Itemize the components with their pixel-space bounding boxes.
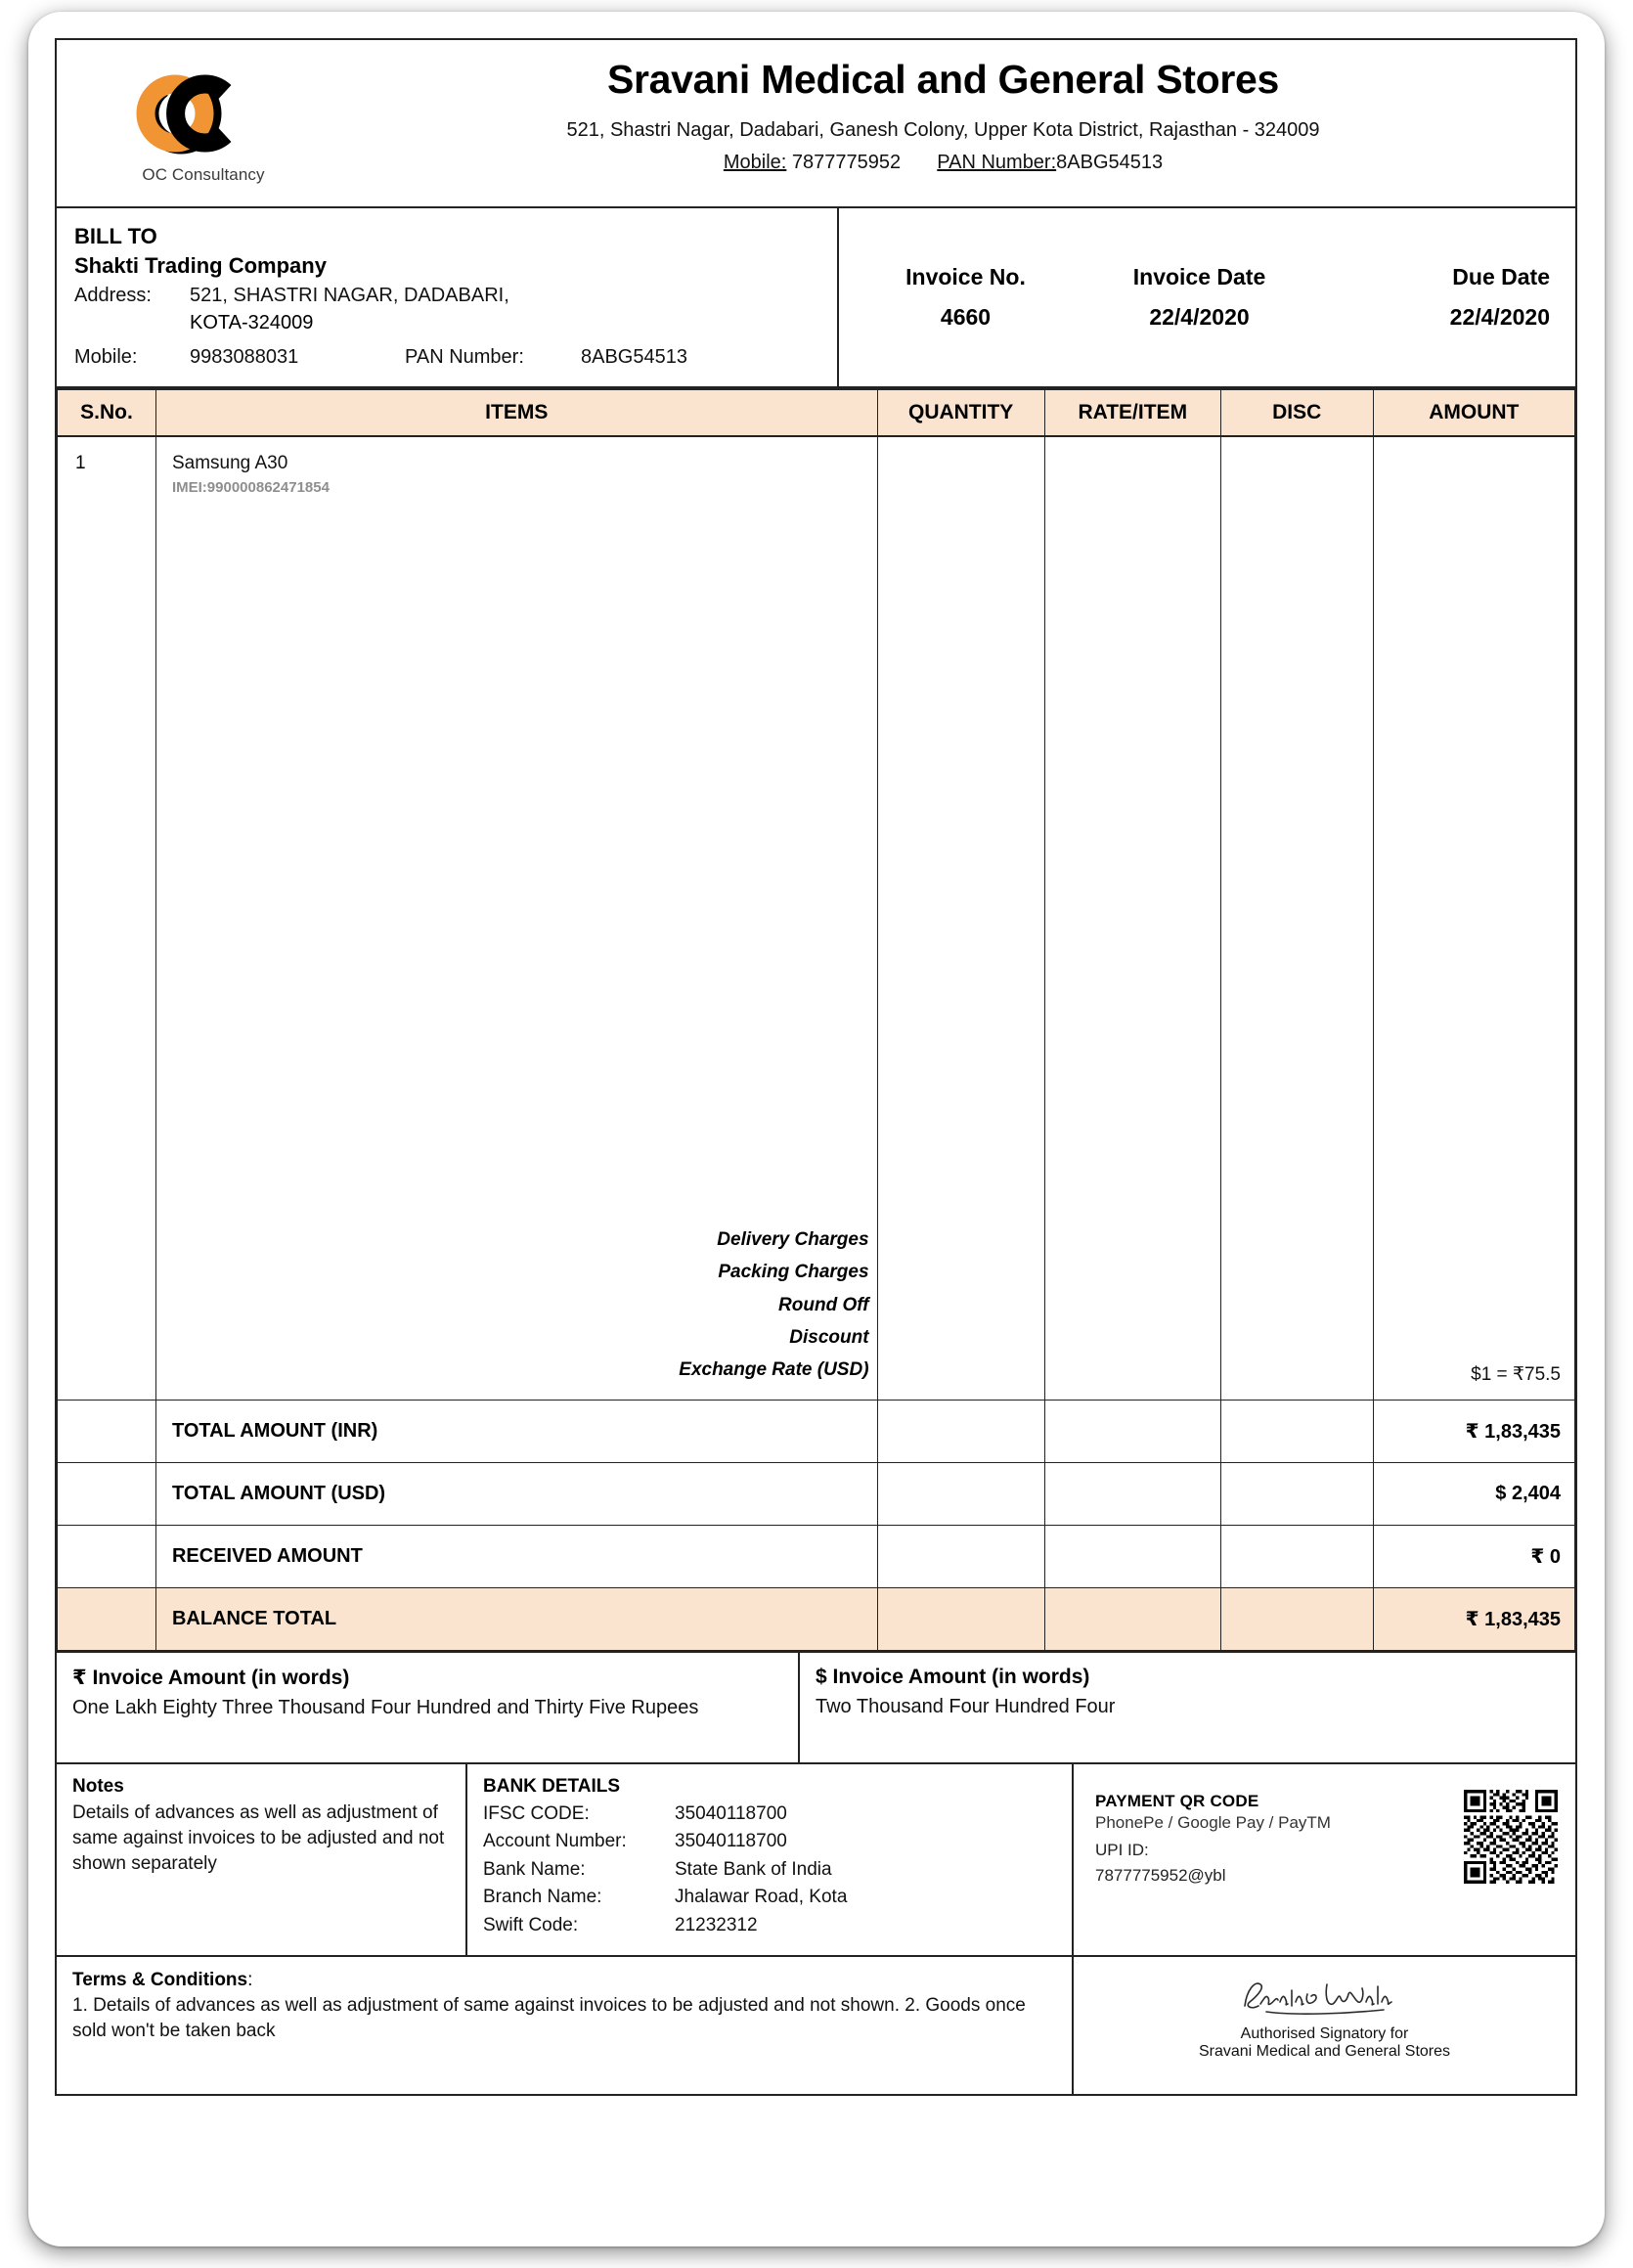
due-date-label: Due Date [1452,264,1550,290]
inr-words-value: One Lakh Eighty Three Thousand Four Hundred and Thirty Five Rupees [72,1696,699,1718]
row-quantity [877,436,1044,1400]
invoice-number-value: 4660 [940,304,992,331]
bank-name-label: Bank Name: [483,1858,586,1880]
total-inr-label: TOTAL AMOUNT (INR) [155,1400,877,1462]
notes-body: Details of advances as well as adjustment of same against invoices to be adjusted and not shown separately [72,1801,445,1875]
notes-block [57,1764,467,1956]
bill-to-customer-name: Shakti Trading Company [74,253,327,278]
inr-words-block [57,1653,800,1762]
handwritten-signature-icon [1237,1973,1413,2023]
col-header-items: ITEMS [155,389,877,436]
business-name: Sravani Medical and General Stores [606,57,1280,102]
invoice-number-group [849,264,1082,331]
upi-id-label: UPI ID: [1095,1840,1149,1859]
oc-consultancy-logo-icon [130,67,277,160]
bank-ifsc-value: 35040118700 [675,1802,787,1824]
business-contact-line [350,152,1536,174]
col-header-rate: RATE/ITEM [1044,389,1220,436]
business-address: 521, Shastri Nagar, Dadabari, Ganesh Colony, Upper Kota District, Rajasthan - 324009 [566,119,1320,142]
balance-rate [1044,1587,1220,1650]
line-items-table [57,388,1575,1651]
invoice-document [55,38,1577,2096]
bank-swift-label: Swift Code: [483,1914,579,1935]
payment-qr-text [1095,1776,1331,1886]
notes-title: Notes [72,1775,124,1797]
bank-swift-value: 21232312 [675,1914,758,1935]
total-usd-spacer [58,1462,156,1525]
row-item-cell [155,436,877,1400]
business-pan-value: 8ABG54513 [1056,152,1164,174]
packing-charges-label: Packing Charges [718,1262,869,1283]
total-usd-label: TOTAL AMOUNT (USD) [155,1462,877,1525]
invoice-header [57,40,1575,208]
discount-label: Discount [789,1326,869,1348]
bank-branch-value: Jhalawar Road, Kota [675,1887,848,1908]
exchange-rate-label: Exchange Rate (USD) [679,1358,869,1380]
company-logo-block [57,40,350,206]
received-amount-row [58,1525,1575,1587]
bank-row-branch [483,1884,1056,1912]
upi-id-value: 7877775952@ybl [1095,1865,1226,1885]
billto-meta-band [57,208,1575,388]
total-usd-qty [877,1462,1044,1525]
company-identity-block [350,40,1575,206]
notes-bank-qr-band [57,1764,1575,1958]
row-item-name: Samsung A30 [171,453,288,474]
bill-to-mobile-label: Mobile: [74,345,138,368]
delivery-charges-label: Delivery Charges [717,1229,869,1251]
usd-words-value: Two Thousand Four Hundred Four [816,1695,1116,1717]
total-inr-spacer [58,1400,156,1462]
bill-to-block [57,208,839,386]
bank-details-block [467,1764,1074,1956]
round-off-label: Round Off [778,1294,869,1315]
logo-caption: OC Consultancy [142,164,265,184]
signature-authorised-line: Authorised Signatory for [1240,2025,1409,2043]
col-header-sno: S.No. [58,389,156,436]
received-spacer [58,1525,156,1587]
received-qty [877,1525,1044,1587]
bank-account-label: Account Number: [483,1831,627,1852]
usd-words-title: $ Invoice Amount (in words) [816,1665,1090,1688]
balance-qty [877,1587,1044,1650]
balance-disc [1220,1587,1373,1650]
received-amount-label: RECEIVED AMOUNT [155,1525,877,1587]
received-amount-value: ₹ 0 [1373,1525,1574,1587]
terms-body: 1. Details of advances as well as adjustment of same against invoices to be adjusted and not shown. 2. Goods once sold won't be taken back [72,1995,1026,2042]
payment-qr-title: PAYMENT QR CODE [1095,1791,1259,1810]
row-item-imei: IMEI:990000862471854 [171,479,330,497]
total-row-usd [58,1462,1575,1525]
bill-to-address-line2: KOTA-324009 [190,312,314,334]
col-header-disc: DISC [1220,389,1373,436]
total-inr-value: ₹ 1,83,435 [1373,1400,1574,1462]
row-rate [1044,436,1220,1400]
total-usd-value: $ 2,404 [1373,1462,1574,1525]
received-rate [1044,1525,1220,1587]
inr-words-title: ₹ Invoice Amount (in words) [72,1666,350,1689]
total-row-inr [58,1400,1575,1462]
terms-block [57,1957,1074,2094]
bank-row-swift [483,1912,1056,1940]
terms-title: Terms & Conditions [72,1970,248,1991]
invoice-date-group [1082,264,1316,331]
signature-block [1074,1957,1575,2094]
bill-to-pan-label: PAN Number: [405,345,524,368]
invoice-page-card [28,12,1605,2246]
amount-in-words-band [57,1651,1575,1764]
bank-name-value: State Bank of India [675,1858,832,1880]
bank-account-value: 35040118700 [675,1831,787,1852]
exchange-rate-value: $1 = ₹75.5 [1471,1363,1561,1385]
bill-to-address-line1: 521, SHASTRI NAGAR, DADABARI, [190,285,509,306]
total-inr-qty [877,1400,1044,1462]
bill-to-mobile-value: 9983088031 [190,345,299,368]
items-header-row [58,389,1575,436]
usd-words-block [800,1653,1575,1762]
bank-row-ifsc [483,1801,1056,1829]
balance-total-row [58,1587,1575,1650]
col-header-quantity: QUANTITY [877,389,1044,436]
charges-label-stack [679,1223,868,1385]
bank-row-name [483,1856,1056,1885]
terms-title-suffix: : [247,1970,253,1991]
business-mobile-value: 7877775952 [791,152,902,174]
row-amount-cell [1373,436,1574,1400]
invoice-date-value: 22/4/2020 [1149,304,1250,331]
balance-total-value: ₹ 1,83,435 [1373,1587,1574,1650]
bank-ifsc-label: IFSC CODE: [483,1802,590,1824]
signature-company-line: Sravani Medical and General Stores [1198,2043,1451,2061]
row-disc [1220,436,1373,1400]
balance-total-label: BALANCE TOTAL [155,1587,877,1650]
bill-to-pan-value: 8ABG54513 [581,345,687,368]
due-date-value: 22/4/2020 [1449,304,1550,331]
bill-to-address-label: Address: [74,285,152,306]
total-inr-disc [1220,1400,1373,1462]
invoice-date-label: Invoice Date [1132,264,1266,290]
terms-signature-band [57,1957,1575,2094]
invoice-number-label: Invoice No. [905,264,1026,290]
bank-branch-label: Branch Name: [483,1887,602,1908]
business-mobile-label: Mobile: [723,152,787,174]
payment-qr-code-icon [1464,1790,1558,1884]
bank-details-title: BANK DETAILS [483,1775,621,1797]
total-inr-rate [1044,1400,1220,1462]
bill-to-address-row [74,282,837,309]
col-header-amount: AMOUNT [1373,389,1574,436]
table-row [58,436,1575,1400]
due-date-group [1316,264,1550,331]
total-usd-rate [1044,1462,1220,1525]
row-sno: 1 [58,436,156,1400]
received-disc [1220,1525,1373,1587]
business-pan-label: PAN Number: [937,152,1057,174]
balance-spacer [58,1587,156,1650]
payment-qr-providers: PhonePe / Google Pay / PayTM [1095,1812,1331,1832]
bank-row-account [483,1828,1056,1856]
invoice-meta-block [839,208,1575,386]
payment-qr-block [1074,1764,1575,1956]
bill-to-contact-row [74,343,837,371]
bill-to-title: BILL TO [74,224,157,248]
terms-title-line [72,1970,1054,1991]
total-usd-disc [1220,1462,1373,1525]
